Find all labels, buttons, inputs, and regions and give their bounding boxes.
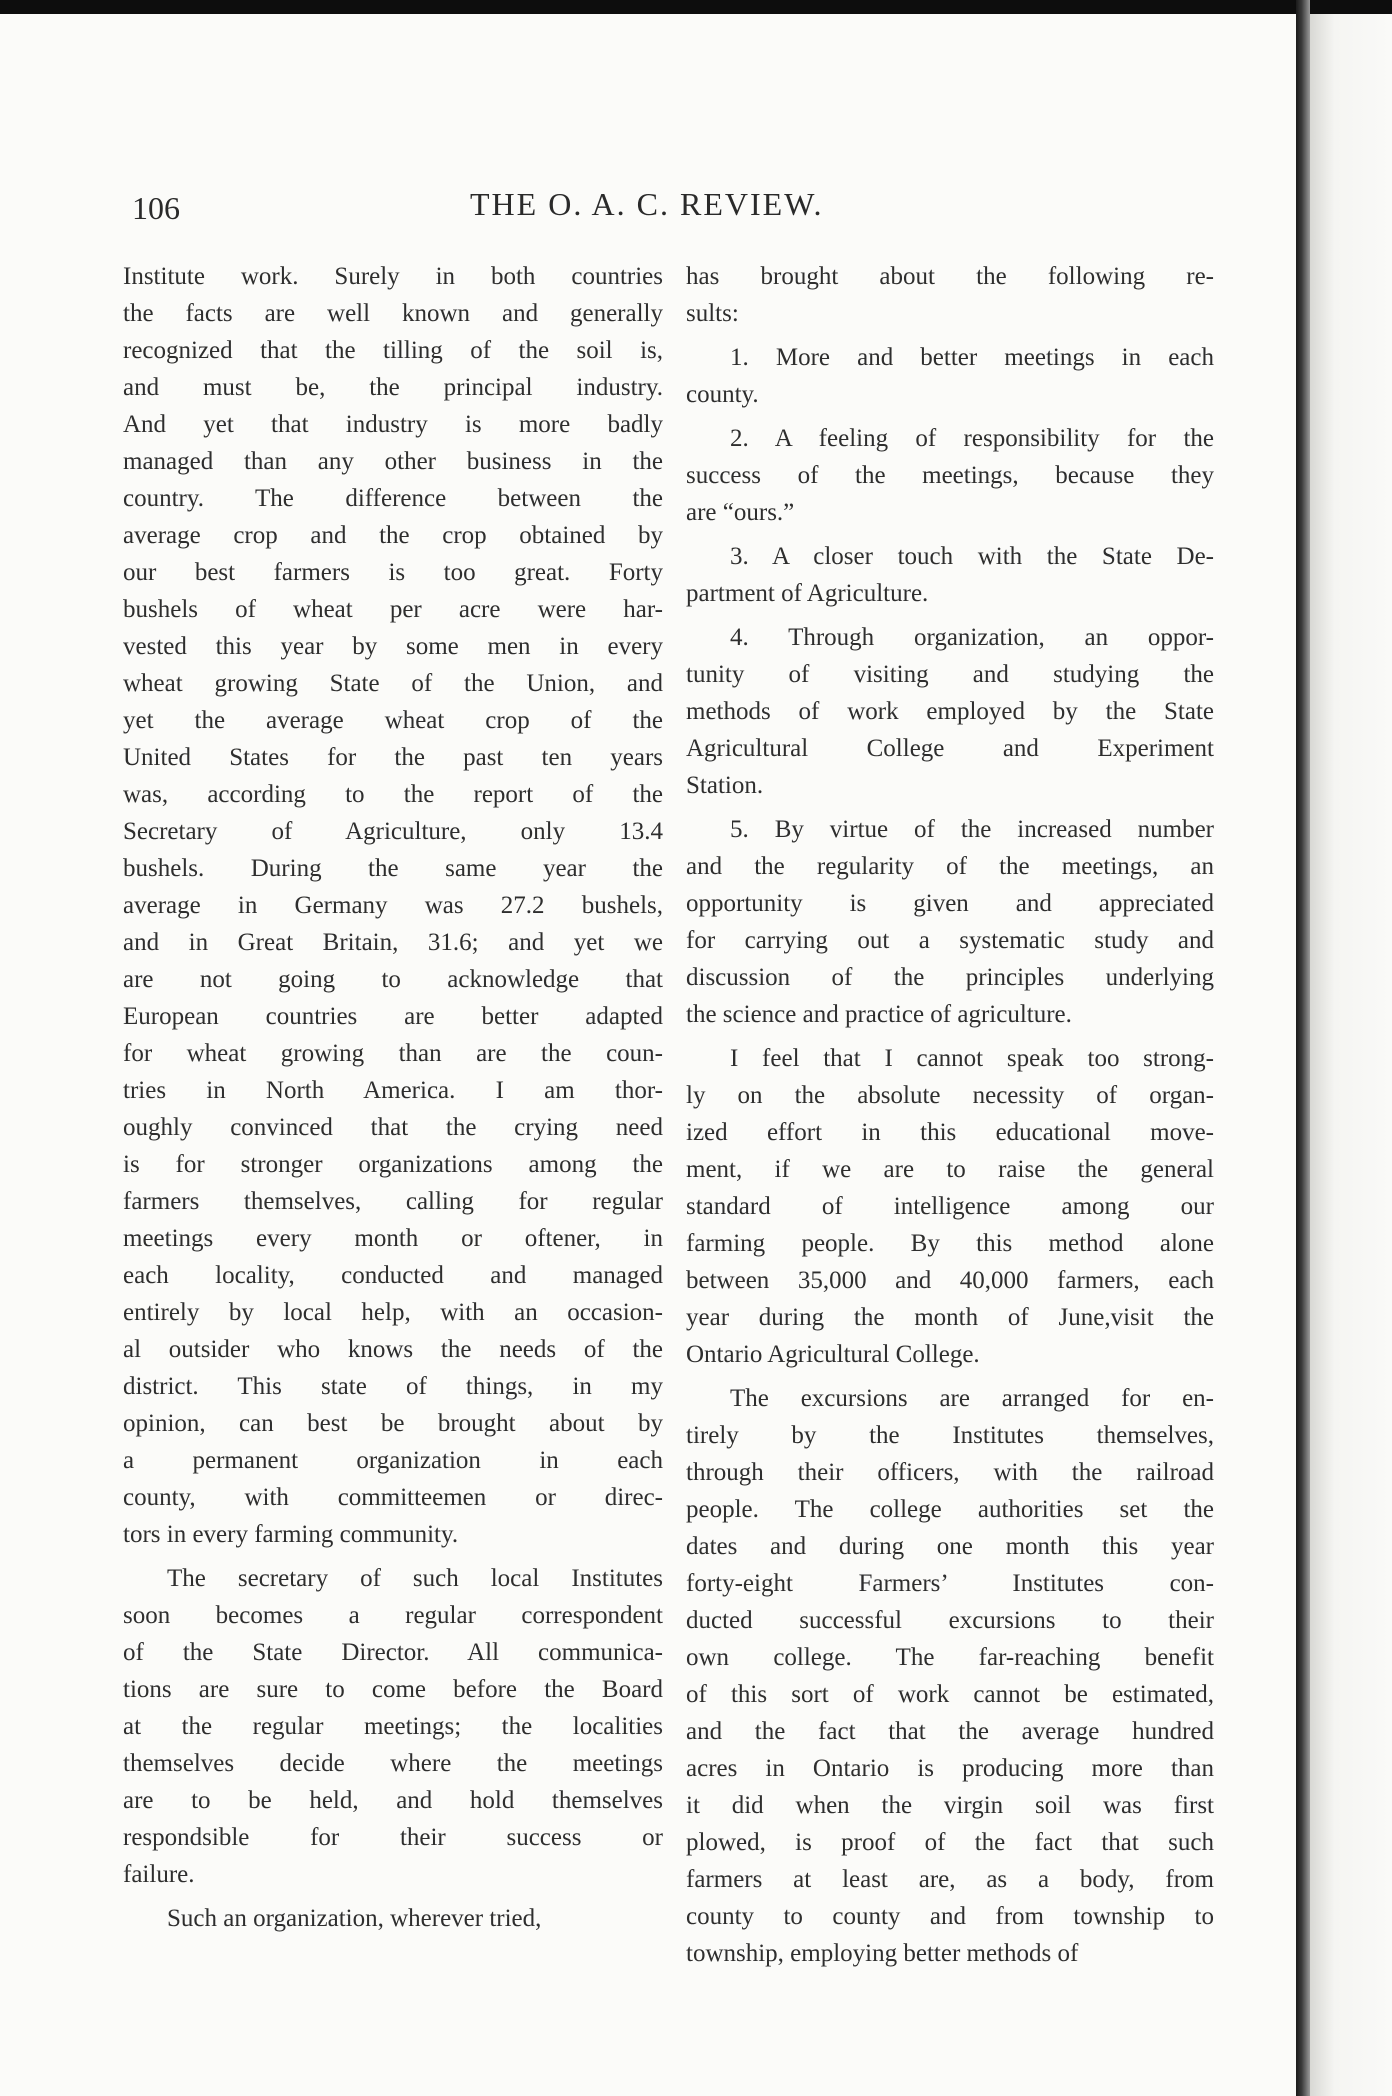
text-line: ment, if we are to raise the general <box>686 1156 1214 1183</box>
text-line: are to be held, and hold themselves <box>123 1787 663 1814</box>
text-line: managed than any other business in the <box>123 448 663 475</box>
text-line: for carrying out a systematic study and <box>686 927 1214 954</box>
text-line: of this sort of work cannot be estimated, <box>686 1681 1214 1708</box>
text-line: between 35,000 and 40,000 farmers, each <box>686 1267 1214 1294</box>
paragraph <box>686 538 1214 612</box>
text-line: I feel that I cannot speak too strong- <box>730 1045 1214 1072</box>
text-line: is for stronger organizations among the <box>123 1151 663 1178</box>
text-line: standard of intelligence among our <box>686 1193 1214 1220</box>
right-column <box>686 258 1214 1979</box>
text-line: opportunity is given and appreciated <box>686 890 1214 917</box>
text-line: United States for the past ten years <box>123 744 663 771</box>
paragraph <box>686 339 1214 413</box>
paragraph <box>123 258 663 1553</box>
text-line: the science and practice of agriculture. <box>686 1001 1072 1028</box>
facing-page-edge <box>1310 14 1392 2096</box>
text-line: Agricultural College and Experiment <box>686 735 1214 762</box>
text-line: yet the average wheat crop of the <box>123 707 663 734</box>
text-line: failure. <box>123 1861 195 1888</box>
text-line: of the State Director. All communica- <box>123 1639 663 1666</box>
paragraph <box>686 258 1214 332</box>
text-line: opinion, can best be brought about by <box>123 1410 663 1437</box>
left-column <box>123 258 663 1944</box>
paragraph <box>123 1560 663 1893</box>
text-line: meetings every month or oftener, in <box>123 1225 663 1252</box>
text-line: tions are sure to come before the Board <box>123 1676 663 1703</box>
text-line: 5. By virtue of the increased number <box>730 816 1214 843</box>
text-line: al outsider who knows the needs of the <box>123 1336 663 1363</box>
paragraph <box>686 1380 1214 1972</box>
text-line: average in Germany was 27.2 bushels, <box>123 892 663 919</box>
text-line: 1. More and better meetings in each <box>730 344 1214 371</box>
text-line: Institute work. Surely in both countries <box>123 263 663 290</box>
text-line: are “ours.” <box>686 499 795 526</box>
text-line: ducted successful excursions to their <box>686 1607 1214 1634</box>
running-title: THE O. A. C. REVIEW. <box>470 186 824 222</box>
text-line: bushels of wheat per acre were har- <box>123 596 663 623</box>
text-line: entirely by local help, with an occasion- <box>123 1299 663 1326</box>
text-line: was, according to the report of the <box>123 781 663 808</box>
text-line: wheat growing State of the Union, and <box>123 670 663 697</box>
text-line: at the regular meetings; the localities <box>123 1713 663 1740</box>
text-line: it did when the virgin soil was first <box>686 1792 1214 1819</box>
text-line: Such an organization, wherever tried, <box>167 1905 542 1932</box>
text-line: farmers at least are, as a body, from <box>686 1866 1214 1893</box>
text-line: farmers themselves, calling for regular <box>123 1188 663 1215</box>
text-line: farming people. By this method alone <box>686 1230 1214 1257</box>
text-line: Ontario Agricultural College. <box>686 1341 980 1368</box>
text-line: Secretary of Agriculture, only 13.4 <box>123 818 663 845</box>
text-line: And yet that industry is more badly <box>123 411 663 438</box>
text-line: plowed, is proof of the fact that such <box>686 1829 1214 1856</box>
text-line: the facts are well known and generally <box>123 300 663 327</box>
paragraph <box>686 420 1214 531</box>
text-line: people. The college authorities set the <box>686 1496 1214 1523</box>
text-line: and the fact that the average hundred <box>686 1718 1214 1745</box>
text-line: tries in North America. I am thor- <box>123 1077 663 1104</box>
text-line: ly on the absolute necessity of organ- <box>686 1082 1214 1109</box>
paragraph <box>123 1900 663 1937</box>
text-line: our best farmers is too great. Forty <box>123 559 663 586</box>
paragraph <box>686 619 1214 804</box>
text-line: and must be, the principal industry. <box>123 374 663 401</box>
text-line: county to county and from township to <box>686 1903 1214 1930</box>
text-line: country. The difference between the <box>123 485 663 512</box>
text-line: European countries are better adapted <box>123 1003 663 1030</box>
paragraph <box>686 811 1214 1033</box>
text-line: 3. A closer touch with the State De- <box>730 543 1214 570</box>
text-line: success of the meetings, because they <box>686 462 1214 489</box>
page-number: 106 <box>132 190 180 226</box>
text-line: year during the month of June,visit the <box>686 1304 1214 1331</box>
text-line: The excursions are arranged for en- <box>730 1385 1214 1412</box>
text-line: and the regularity of the meetings, an <box>686 853 1214 880</box>
text-line: Station. <box>686 772 764 799</box>
text-line: dates and during one month this year <box>686 1533 1214 1560</box>
text-line: oughly convinced that the crying need <box>123 1114 663 1141</box>
text-line: methods of work employed by the State <box>686 698 1214 725</box>
text-line: county, with committeemen or direc- <box>123 1484 663 1511</box>
text-line: average crop and the crop obtained by <box>123 522 663 549</box>
paragraph <box>686 1040 1214 1373</box>
text-line: own college. The far-reaching benefit <box>686 1644 1214 1671</box>
text-line: acres in Ontario is producing more than <box>686 1755 1214 1782</box>
text-line: township, employing better methods of <box>686 1940 1079 1967</box>
text-line: ized effort in this educational move- <box>686 1119 1214 1146</box>
text-line: themselves decide where the meetings <box>123 1750 663 1777</box>
text-line: tirely by the Institutes themselves, <box>686 1422 1214 1449</box>
text-line: county. <box>686 381 759 408</box>
text-line: through their officers, with the railroad <box>686 1459 1214 1486</box>
text-line: respondsible for their success or <box>123 1824 663 1851</box>
text-line: sults: <box>686 300 739 327</box>
text-line: The secretary of such local Institutes <box>167 1565 663 1592</box>
text-line: vested this year by some men in every <box>123 633 663 660</box>
text-line: district. This state of things, in my <box>123 1373 663 1400</box>
text-line: a permanent organization in each <box>123 1447 663 1474</box>
text-line: bushels. During the same year the <box>123 855 663 882</box>
text-line: each locality, conducted and managed <box>123 1262 663 1289</box>
text-line: soon becomes a regular correspondent <box>123 1602 663 1629</box>
text-line: has brought about the following re- <box>686 263 1214 290</box>
text-line: for wheat growing than are the coun- <box>123 1040 663 1067</box>
text-line: forty-eight Farmers’ Institutes con- <box>686 1570 1214 1597</box>
text-line: 4. Through organization, an oppor- <box>730 624 1214 651</box>
page-header <box>120 186 1220 236</box>
book-spine <box>1296 0 1310 2096</box>
text-line: tunity of visiting and studying the <box>686 661 1214 688</box>
text-line: partment of Agriculture. <box>686 580 929 607</box>
text-line: discussion of the principles underlying <box>686 964 1214 991</box>
text-line: are not going to acknowledge that <box>123 966 663 993</box>
text-line: recognized that the tilling of the soil is, <box>123 337 663 364</box>
text-line: tors in every farming community. <box>123 1521 459 1548</box>
text-line: and in Great Britain, 31.6; and yet we <box>123 929 663 956</box>
text-line: 2. A feeling of responsibility for the <box>730 425 1214 452</box>
